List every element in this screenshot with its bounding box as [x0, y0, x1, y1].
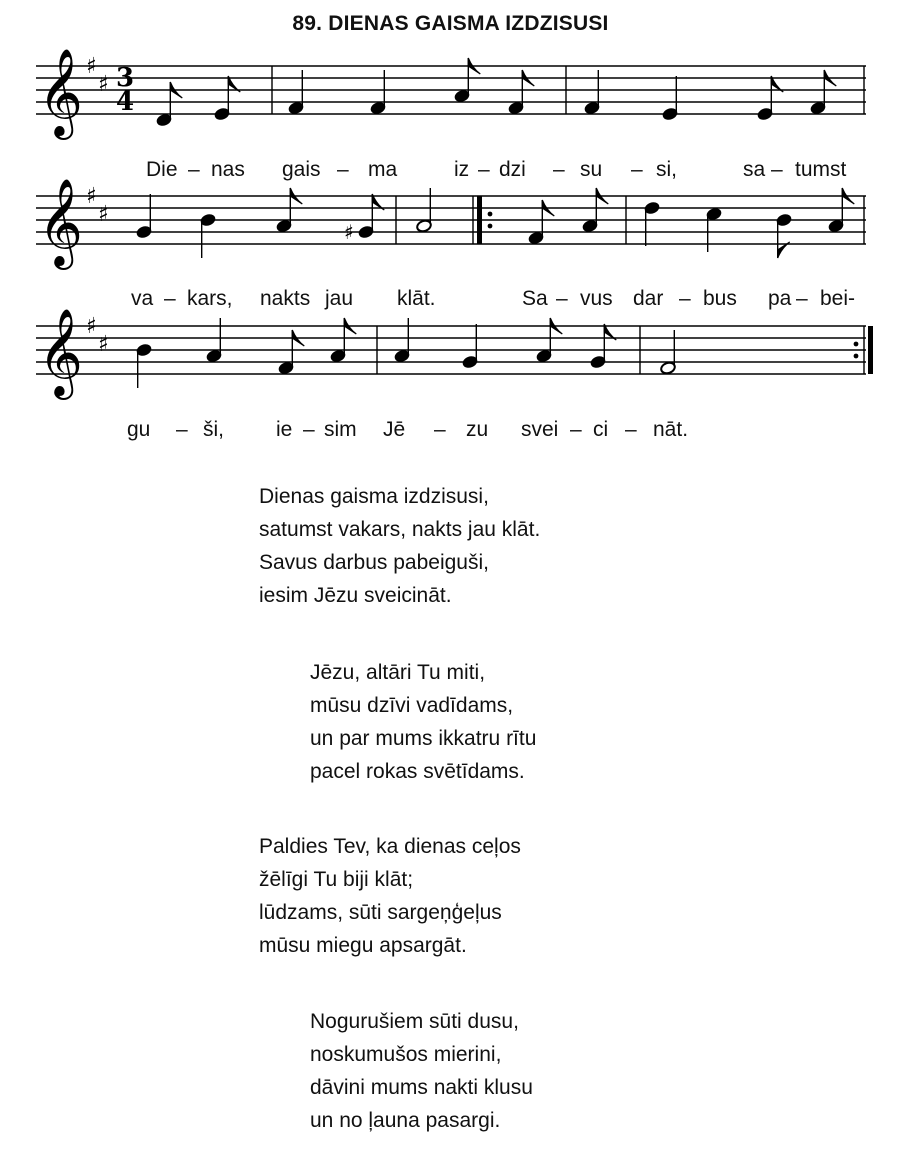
verse-line: Nogurušiem sūti dusu, [310, 1010, 519, 1033]
verse-line: Savus darbus pabeiguši, [259, 551, 489, 574]
hyphen: – [337, 158, 349, 181]
syllable: zu [466, 418, 489, 441]
syllable: dzi [499, 158, 526, 181]
verse-line: mūsu miegu apsargāt. [259, 934, 467, 957]
verse-line: mūsu dzīvi vadīdams, [310, 694, 514, 717]
repeat-dot [854, 342, 859, 347]
verse-line: Jēzu, altāri Tu miti, [310, 661, 486, 684]
syllable: kars, [187, 287, 233, 310]
verse-line: Dienas gaisma izdzisusi, [259, 485, 489, 508]
hyphen: – [771, 158, 783, 181]
syllable: iz [454, 158, 470, 181]
syllable: nakts [260, 287, 311, 310]
repeat-dot [854, 354, 859, 359]
verse-line: lūdzams, sūti sargeņģeļus [259, 901, 502, 924]
sharp-icon: ♯ [98, 72, 109, 97]
hyphen: – [679, 287, 691, 310]
hyphen: – [796, 287, 808, 310]
hyphen: – [625, 418, 637, 441]
syllable: vus [580, 287, 613, 310]
syllable: ma [368, 158, 398, 181]
verse-line: un par mums ikkatru rītu [310, 727, 537, 750]
verse-line: žēlīgi Tu biji klāt; [259, 868, 414, 891]
syllable: sim [324, 418, 357, 441]
syllable: svei [521, 418, 559, 441]
sharp-icon: ♯ [86, 184, 97, 209]
syllable: nas [211, 158, 245, 181]
verse-line: pacel rokas svētīdams. [310, 760, 525, 783]
syllable: pa [768, 287, 792, 310]
verse-1 [259, 480, 540, 612]
thick-barline [477, 196, 482, 244]
sharp-icon: ♯ [86, 314, 97, 339]
syllable: nāt. [653, 418, 689, 441]
syllable: su [580, 158, 603, 181]
time-signature-top: 3 [116, 63, 135, 93]
syllable: ci [593, 418, 609, 441]
sharp-icon: ♯ [98, 332, 109, 357]
syllable: gu [127, 418, 151, 441]
syllable: si, [656, 158, 677, 181]
syllable: bus [703, 287, 737, 310]
treble-clef-icon: 𝄞 [38, 47, 83, 136]
verse-line: Paldies Tev, ka dienas ceļos [259, 835, 521, 858]
hyphen: – [434, 418, 446, 441]
sharp-icon: ♯ [86, 54, 97, 79]
thick-barline [868, 326, 873, 374]
hyphen: – [631, 158, 643, 181]
repeat-dot [488, 212, 493, 217]
syllable: Sa [522, 287, 548, 310]
verse-line: noskumušos mierini, [310, 1043, 502, 1066]
time-signature-bottom: 4 [116, 87, 135, 117]
repeat-dot [488, 224, 493, 229]
syllable: gais [282, 158, 321, 181]
song-title: 89. DIENAS GAISMA IZDZISUSI [292, 12, 609, 35]
syllable: ši, [203, 418, 224, 441]
syllable: klāt. [397, 287, 436, 310]
treble-clef-icon: 𝄞 [38, 177, 83, 266]
hyphen: – [553, 158, 565, 181]
hyphen: – [303, 418, 315, 441]
verse-3 [259, 830, 521, 962]
verse-line: iesim Jēzu sveicināt. [259, 584, 452, 607]
verse-line: satumst vakars, nakts jau klāt. [259, 518, 541, 541]
sharp-icon: ♯ [344, 220, 354, 244]
hyphen: – [164, 287, 176, 310]
syllable: tumst [795, 158, 847, 181]
verse-2 [310, 656, 536, 788]
sharp-icon: ♯ [98, 202, 109, 227]
syllable: sa [743, 158, 766, 181]
syllable: bei- [820, 287, 856, 310]
treble-clef-icon: 𝄞 [38, 307, 83, 396]
hyphen: – [188, 158, 200, 181]
verse-line: dāvini mums nakti klusu [310, 1076, 533, 1099]
hyphen: – [176, 418, 188, 441]
verse-line: un no ļauna pasargi. [310, 1109, 501, 1132]
music-score [0, 0, 901, 460]
syllable: Jē [383, 418, 406, 441]
syllable: va [131, 287, 154, 310]
syllable: Die [146, 158, 178, 181]
syllable: dar [633, 287, 664, 310]
verse-4 [310, 1005, 533, 1137]
syllable: jau [325, 287, 354, 310]
hyphen: – [478, 158, 490, 181]
hyphen: – [556, 287, 568, 310]
syllable: ie [276, 418, 293, 441]
hyphen: – [570, 418, 582, 441]
